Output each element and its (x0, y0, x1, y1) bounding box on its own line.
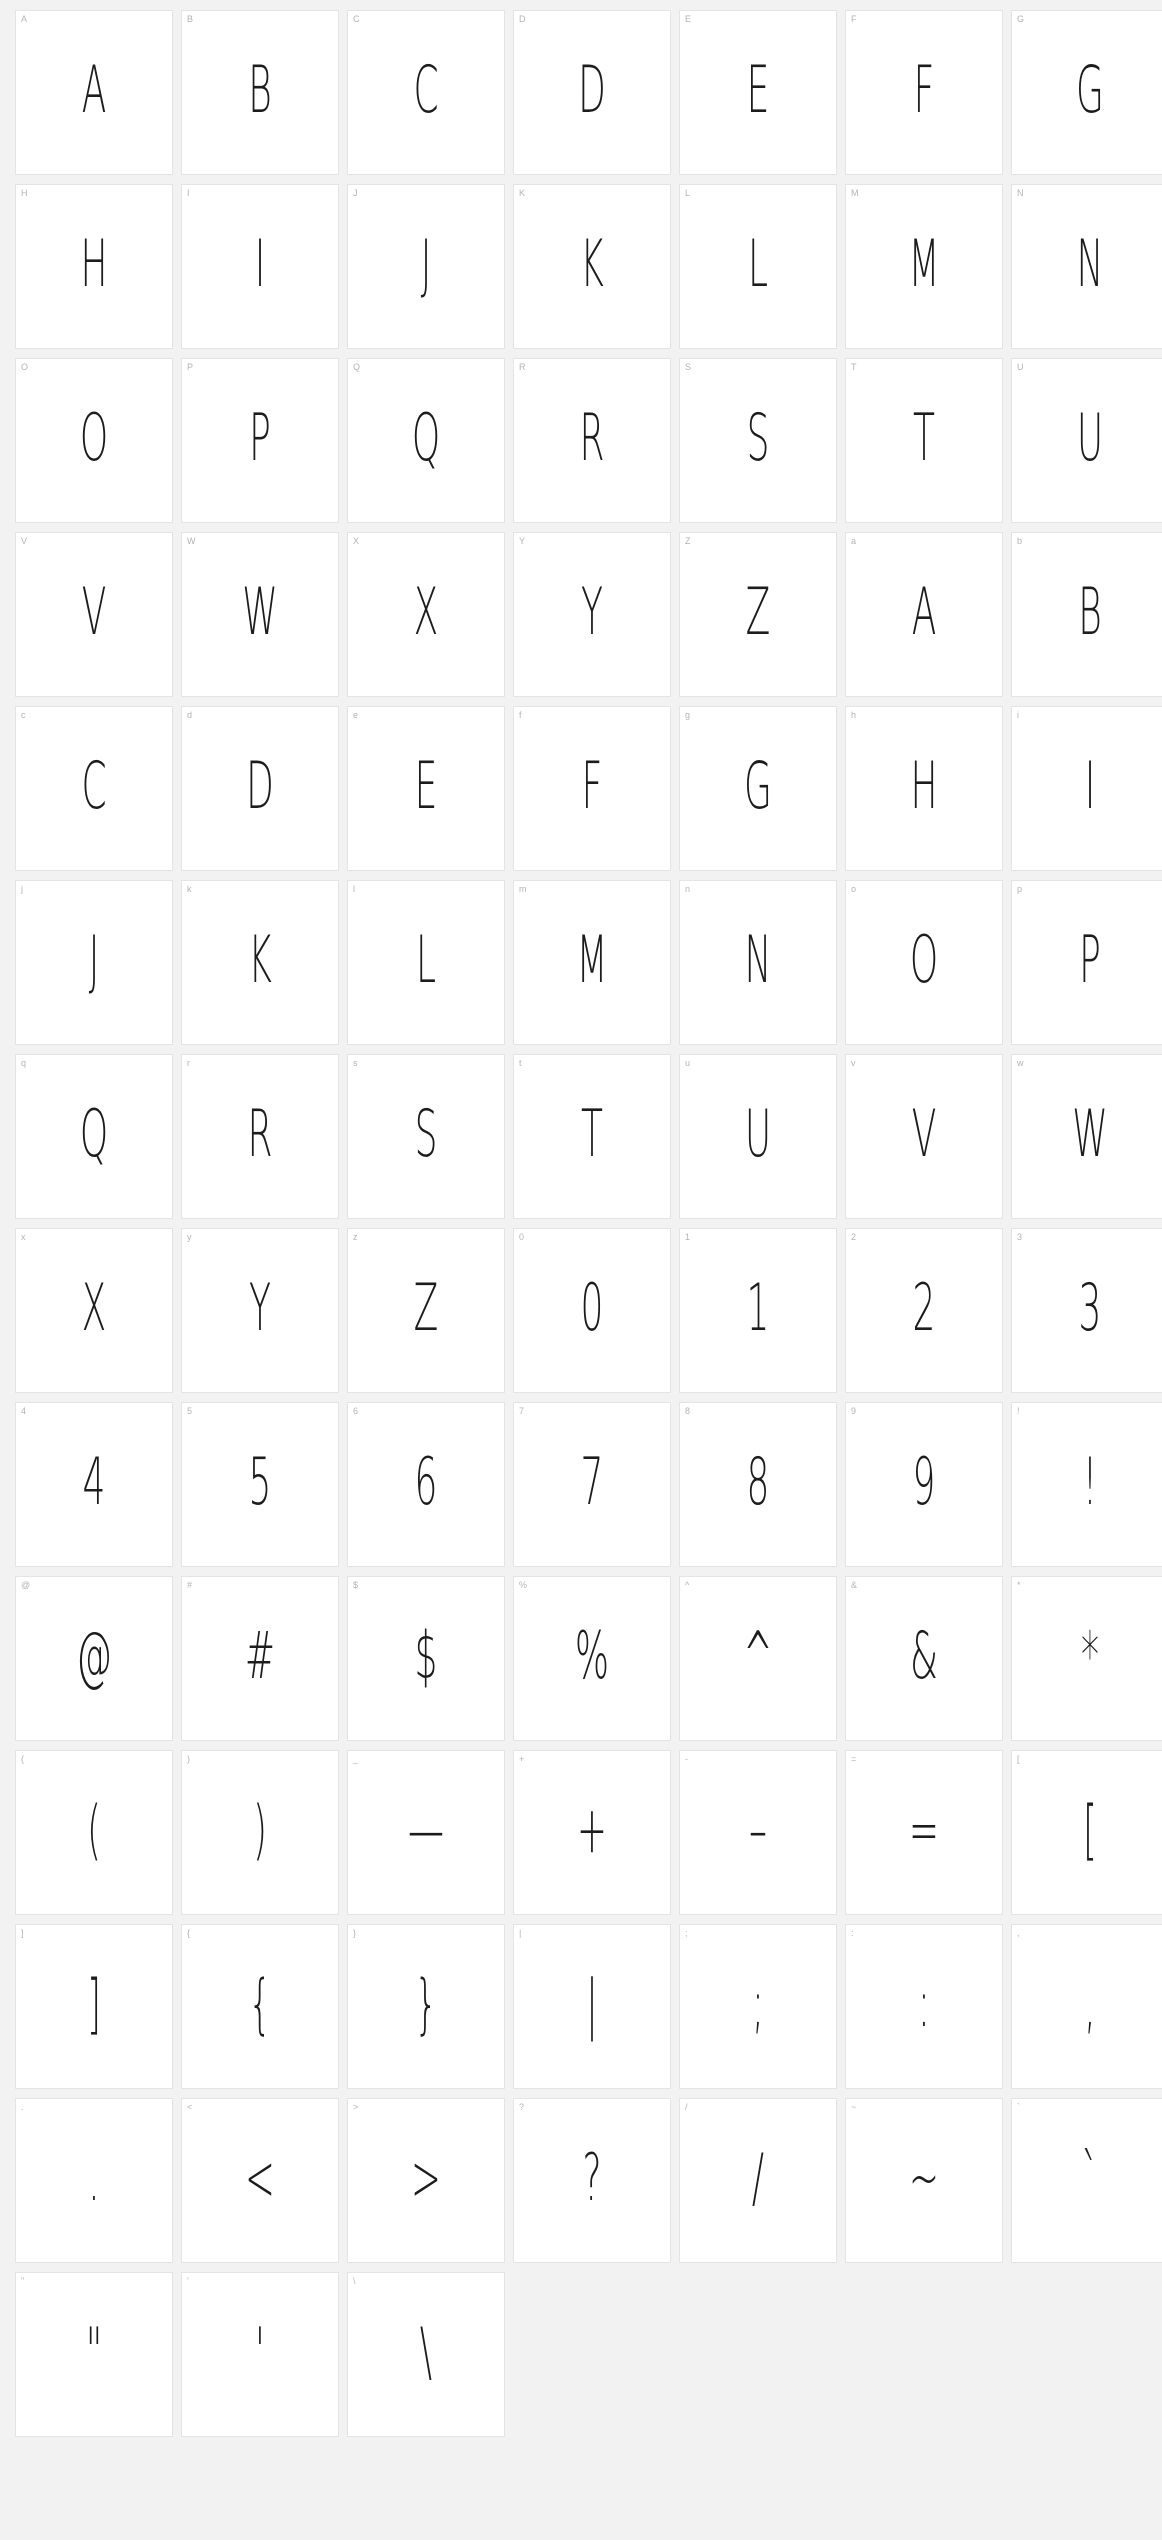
glyph-cell[interactable] (1011, 2098, 1162, 2263)
glyph-cell[interactable] (845, 358, 1003, 523)
glyph-character: \ (419, 2313, 433, 2390)
glyph-cell[interactable] (181, 706, 339, 871)
glyph-code-label: p (1017, 884, 1023, 894)
glyph-cell[interactable] (513, 532, 671, 697)
glyph-code-label: & (851, 1580, 858, 1590)
glyph-character: C (413, 51, 439, 128)
glyph-code-label: W (187, 536, 196, 546)
glyph-code-label: g (685, 710, 691, 720)
glyph-code-label: P (187, 362, 194, 372)
glyph-cell[interactable] (181, 2272, 339, 2437)
glyph-cell[interactable] (513, 184, 671, 349)
glyph-code-label: s (353, 1058, 358, 1068)
glyph-code-label: I (187, 188, 190, 198)
glyph-cell[interactable] (845, 1750, 1003, 1915)
glyph-code-label: 1 (685, 1232, 691, 1242)
glyph-character: ^ (742, 1617, 774, 1694)
glyph-cell[interactable] (845, 532, 1003, 697)
glyph-character: O (79, 399, 109, 476)
glyph-cell[interactable] (679, 184, 837, 349)
glyph-code-label: 2 (851, 1232, 857, 1242)
glyph-character: D (578, 51, 606, 128)
glyph-code-label: ; (685, 1928, 688, 1938)
glyph-character: 9 (912, 1443, 936, 1520)
glyph-code-label: " (21, 2276, 25, 2286)
glyph-code-label: N (1017, 188, 1024, 198)
glyph-code-label: S (685, 362, 692, 372)
glyph-cell[interactable] (1011, 1054, 1162, 1219)
glyph-code-label: | (519, 1928, 522, 1938)
glyph-code-label: Z (685, 536, 691, 546)
glyph-code-label: b (1017, 536, 1023, 546)
glyph-code-label: e (353, 710, 359, 720)
glyph-code-label: c (21, 710, 26, 720)
glyph-code-label: + (519, 1754, 525, 1764)
glyph-cell[interactable] (845, 2098, 1003, 2263)
glyph-code-label: 8 (685, 1406, 691, 1416)
glyph-cell[interactable] (679, 1576, 837, 1741)
glyph-cell[interactable] (513, 358, 671, 523)
glyph-character: R (579, 399, 605, 476)
glyph-character: = (908, 1791, 940, 1868)
glyph-code-label: n (685, 884, 691, 894)
glyph-character: U (744, 1095, 772, 1172)
glyph-code-label: G (1017, 14, 1025, 24)
glyph-character: < (244, 2139, 276, 2216)
glyph-code-label: < (187, 2102, 193, 2112)
glyph-character: V (81, 573, 107, 650)
glyph-character: G (1076, 51, 1104, 128)
glyph-character: K (248, 921, 272, 998)
glyph-code-label: Y (519, 536, 526, 546)
glyph-code-label: / (685, 2102, 688, 2112)
glyph-cell[interactable] (513, 1576, 671, 1741)
glyph-cell[interactable] (347, 1750, 505, 1915)
glyph-code-label: j (21, 884, 24, 894)
glyph-code-label: _ (353, 1754, 359, 1764)
glyph-cell[interactable] (845, 1924, 1003, 2089)
glyph-character: 4 (82, 1443, 106, 1520)
glyph-cell[interactable] (845, 1576, 1003, 1741)
glyph-cell[interactable] (15, 2272, 173, 2437)
glyph-cell[interactable] (15, 358, 173, 523)
glyph-cell[interactable] (347, 2098, 505, 2263)
glyph-cell[interactable] (181, 1924, 339, 2089)
glyph-code-label: z (353, 1232, 358, 1242)
glyph-cell[interactable] (1011, 1924, 1162, 2089)
glyph-cell[interactable] (347, 532, 505, 697)
glyph-code-label: - (685, 1754, 689, 1764)
glyph-character: ; (751, 1965, 765, 2042)
glyph-code-label: , (1017, 1928, 1020, 1938)
glyph-cell[interactable] (679, 706, 837, 871)
glyph-character: " (85, 2313, 103, 2390)
glyph-code-label: M (851, 188, 859, 198)
glyph-cell[interactable] (347, 1402, 505, 1567)
glyph-character: G (744, 747, 772, 824)
glyph-cell[interactable] (181, 358, 339, 523)
glyph-character: ! (1082, 1443, 1098, 1520)
glyph-character: M (576, 921, 608, 998)
glyph-code-label: D (519, 14, 526, 24)
glyph-cell[interactable] (1011, 1576, 1162, 1741)
glyph-character: 3 (1078, 1269, 1102, 1346)
glyph-cell[interactable] (679, 10, 837, 175)
glyph-code-label: E (685, 14, 692, 24)
glyph-character: N (744, 921, 772, 998)
glyph-code-label: 7 (519, 1406, 525, 1416)
glyph-character: Z (413, 1269, 439, 1346)
glyph-cell[interactable] (15, 880, 173, 1045)
glyph-cell[interactable] (1011, 880, 1162, 1045)
glyph-code-label: ? (519, 2102, 525, 2112)
glyph-character: @ (76, 1617, 112, 1694)
glyph-code-label: . (21, 2102, 24, 2112)
glyph-cell[interactable] (15, 706, 173, 871)
glyph-code-label: B (187, 14, 194, 24)
glyph-cell[interactable] (679, 2098, 837, 2263)
glyph-code-label: [ (1017, 1754, 1020, 1764)
glyph-code-label: l (353, 884, 356, 894)
glyph-cell[interactable] (513, 1228, 671, 1393)
glyph-cell[interactable] (181, 1750, 339, 1915)
glyph-character: S (414, 1095, 438, 1172)
glyph-cell[interactable] (15, 1750, 173, 1915)
glyph-character: . (88, 2139, 100, 2216)
glyph-cell[interactable] (347, 358, 505, 523)
glyph-code-label: ! (1017, 1406, 1020, 1416)
glyph-cell[interactable] (679, 1228, 837, 1393)
glyph-character: & (909, 1617, 939, 1694)
glyph-character: + (576, 1791, 608, 1868)
glyph-character: S (746, 399, 770, 476)
glyph-cell[interactable] (15, 10, 173, 175)
glyph-code-label: o (851, 884, 857, 894)
glyph-character: L (747, 225, 769, 302)
glyph-cell[interactable] (1011, 1402, 1162, 1567)
glyph-code-label: X (353, 536, 360, 546)
glyph-character: I (254, 225, 266, 302)
glyph-character: ' (255, 2313, 265, 2390)
glyph-cell[interactable] (15, 1402, 173, 1567)
glyph-cell[interactable] (181, 2098, 339, 2263)
glyph-cell[interactable] (845, 1402, 1003, 1567)
glyph-character: – (749, 1791, 767, 1868)
glyph-code-label: A (21, 14, 28, 24)
glyph-cell[interactable] (181, 1054, 339, 1219)
glyph-character: ] (86, 1965, 102, 2042)
glyph-character: 7 (580, 1443, 604, 1520)
glyph-cell[interactable] (845, 1228, 1003, 1393)
glyph-cell[interactable] (347, 1054, 505, 1219)
glyph-code-label: v (851, 1058, 856, 1068)
glyph-character: O (909, 921, 939, 998)
glyph-character: M (908, 225, 940, 302)
glyph-character: ( (86, 1791, 102, 1868)
glyph-code-label: 3 (1017, 1232, 1023, 1242)
glyph-character: , (1084, 1965, 1096, 2042)
glyph-character: Q (79, 1095, 109, 1172)
glyph-character: 1 (746, 1269, 770, 1346)
glyph-code-label: Q (353, 362, 361, 372)
glyph-cell[interactable] (15, 1924, 173, 2089)
glyph-cell[interactable] (845, 880, 1003, 1045)
glyph-character: * (1081, 1617, 1099, 1694)
glyph-character: T (581, 1095, 603, 1172)
glyph-code-label: U (1017, 362, 1024, 372)
glyph-code-label: 0 (519, 1232, 525, 1242)
glyph-cell[interactable] (347, 2272, 505, 2437)
glyph-character: L (415, 921, 437, 998)
glyph-character: 8 (746, 1443, 770, 1520)
glyph-cell[interactable] (181, 184, 339, 349)
glyph-code-label: k (187, 884, 192, 894)
glyph-character: 0 (580, 1269, 604, 1346)
glyph-cell[interactable] (513, 706, 671, 871)
glyph-cell[interactable] (15, 1228, 173, 1393)
glyph-code-label: 4 (21, 1406, 27, 1416)
glyph-character: Y (581, 573, 603, 650)
glyph-cell[interactable] (845, 10, 1003, 175)
glyph-character: — (408, 1791, 444, 1868)
glyph-code-label: 9 (851, 1406, 857, 1416)
glyph-code-label: i (1017, 710, 1020, 720)
glyph-code-label: w (1017, 1058, 1024, 1068)
glyph-character: F (581, 747, 603, 824)
glyph-character: 5 (248, 1443, 272, 1520)
glyph-character: R (247, 1095, 273, 1172)
glyph-cell[interactable] (1011, 706, 1162, 871)
glyph-cell[interactable] (15, 1576, 173, 1741)
glyph-code-label: T (851, 362, 857, 372)
glyph-cell[interactable] (1011, 532, 1162, 697)
glyph-cell[interactable] (1011, 1228, 1162, 1393)
glyph-character: E (746, 51, 770, 128)
glyph-code-label: H (21, 188, 28, 198)
glyph-cell[interactable] (513, 10, 671, 175)
glyph-code-label: : (851, 1928, 854, 1938)
glyph-character: $ (414, 1617, 438, 1694)
glyph-code-label: u (685, 1058, 691, 1068)
glyph-cell[interactable] (1011, 1750, 1162, 1915)
glyph-character: } (414, 1965, 438, 2042)
glyph-character: / (751, 2139, 765, 2216)
glyph-code-label: % (519, 1580, 528, 1590)
glyph-code-label: ' (187, 2276, 189, 2286)
glyph-character: B (1078, 573, 1102, 650)
glyph-cell[interactable] (679, 1750, 837, 1915)
glyph-character: K (580, 225, 604, 302)
glyph-character: N (1076, 225, 1104, 302)
glyph-code-label: ^ (685, 1580, 690, 1590)
glyph-code-label: \ (353, 2276, 356, 2286)
glyph-cell[interactable] (513, 880, 671, 1045)
glyph-code-label: 5 (187, 1406, 193, 1416)
glyph-cell[interactable] (347, 1924, 505, 2089)
glyph-character: | (585, 1965, 599, 2042)
glyph-character: ? (582, 2139, 602, 2216)
glyph-cell[interactable] (15, 184, 173, 349)
glyph-character: : (917, 1965, 931, 2042)
glyph-cell[interactable] (181, 1228, 339, 1393)
glyph-character: D (246, 747, 274, 824)
glyph-code-label: # (187, 1580, 193, 1590)
glyph-character: X (81, 1269, 107, 1346)
glyph-character: % (574, 1617, 610, 1694)
glyph-cell[interactable] (513, 1750, 671, 1915)
glyph-code-label: q (21, 1058, 27, 1068)
glyph-cell[interactable] (15, 532, 173, 697)
glyph-code-label: x (21, 1232, 26, 1242)
glyph-character: I (1084, 747, 1096, 824)
glyph-character: A (911, 573, 937, 650)
glyph-character: ) (252, 1791, 268, 1868)
glyph-character: C (81, 747, 107, 824)
glyph-character: ` (1081, 2139, 1099, 2216)
glyph-character: W (1072, 1095, 1108, 1172)
glyph-cell[interactable] (679, 1924, 837, 2089)
glyph-character: > (410, 2139, 442, 2216)
glyph-character: ~ (908, 2139, 940, 2216)
glyph-character: A (81, 51, 107, 128)
glyph-cell[interactable] (1011, 184, 1162, 349)
glyph-cell[interactable] (679, 532, 837, 697)
glyph-character: Y (249, 1269, 271, 1346)
glyph-code-label: F (851, 14, 857, 24)
glyph-code-label: ~ (851, 2102, 857, 2112)
glyph-code-label: = (851, 1754, 857, 1764)
glyph-cell[interactable] (347, 706, 505, 871)
glyph-code-label: t (519, 1058, 522, 1068)
glyph-character: 6 (414, 1443, 438, 1520)
glyph-character: { (248, 1965, 272, 2042)
glyph-character: H (80, 225, 108, 302)
glyph-character: U (1076, 399, 1104, 476)
glyph-cell[interactable] (181, 532, 339, 697)
glyph-cell[interactable] (513, 1924, 671, 2089)
glyph-cell[interactable] (679, 358, 837, 523)
glyph-code-label: L (685, 188, 691, 198)
glyph-character: J (420, 225, 432, 302)
glyph-character: 2 (912, 1269, 936, 1346)
glyph-character: F (913, 51, 935, 128)
glyph-character: Z (745, 573, 771, 650)
glyph-cell[interactable] (513, 1054, 671, 1219)
glyph-code-label: f (519, 710, 522, 720)
glyph-cell[interactable] (347, 1576, 505, 1741)
glyph-cell[interactable] (679, 880, 837, 1045)
glyph-code-label: J (353, 188, 358, 198)
glyph-code-label: * (1017, 1580, 1021, 1590)
glyph-cell[interactable] (181, 10, 339, 175)
glyph-code-label: h (851, 710, 857, 720)
glyph-character: Q (411, 399, 441, 476)
glyph-character: B (248, 51, 272, 128)
glyph-code-label: ] (21, 1928, 24, 1938)
glyph-character: W (242, 573, 278, 650)
glyph-character: E (414, 747, 438, 824)
glyph-cell[interactable] (347, 1228, 505, 1393)
glyph-code-label: ( (21, 1754, 25, 1764)
glyph-character: # (244, 1617, 276, 1694)
glyph-code-label: C (353, 14, 360, 24)
glyph-cell[interactable] (845, 1054, 1003, 1219)
glyph-cell[interactable] (845, 706, 1003, 871)
glyph-code-label: > (353, 2102, 359, 2112)
glyph-character: H (910, 747, 938, 824)
glyph-cell[interactable] (15, 1054, 173, 1219)
glyph-code-label: } (353, 1928, 357, 1938)
glyph-cell[interactable] (347, 880, 505, 1045)
glyph-code-label: O (21, 362, 29, 372)
glyph-code-label: @ (21, 1580, 31, 1590)
glyph-code-label: ` (1017, 2102, 1021, 2112)
glyph-code-label: y (187, 1232, 192, 1242)
glyph-code-label: a (851, 536, 857, 546)
glyph-character: T (913, 399, 935, 476)
glyph-cell[interactable] (347, 184, 505, 349)
glyph-code-label: ) (187, 1754, 191, 1764)
glyph-cell[interactable] (181, 1576, 339, 1741)
glyph-cell[interactable] (679, 1402, 837, 1567)
glyph-code-label: { (187, 1928, 191, 1938)
glyph-cell[interactable] (1011, 10, 1162, 175)
glyph-cell[interactable] (679, 1054, 837, 1219)
glyph-code-label: $ (353, 1580, 359, 1590)
glyph-cell[interactable] (513, 1402, 671, 1567)
glyph-character: [ (1082, 1791, 1098, 1868)
glyph-character: J (88, 921, 100, 998)
glyph-cell[interactable] (15, 2098, 173, 2263)
glyph-code-label: K (519, 188, 526, 198)
glyph-code-label: R (519, 362, 526, 372)
glyph-cell[interactable] (1011, 358, 1162, 523)
glyph-code-label: r (187, 1058, 191, 1068)
glyph-cell[interactable] (513, 2098, 671, 2263)
glyph-cell[interactable] (181, 1402, 339, 1567)
glyph-code-label: V (21, 536, 28, 546)
glyph-character: V (911, 1095, 937, 1172)
glyph-code-label: d (187, 710, 193, 720)
glyph-cell[interactable] (845, 184, 1003, 349)
glyph-code-label: 6 (353, 1406, 359, 1416)
glyph-character: X (413, 573, 439, 650)
glyph-character: P (249, 399, 271, 476)
glyph-cell[interactable] (181, 880, 339, 1045)
glyph-code-label: m (519, 884, 527, 894)
glyph-character: P (1079, 921, 1101, 998)
glyph-cell[interactable] (347, 10, 505, 175)
